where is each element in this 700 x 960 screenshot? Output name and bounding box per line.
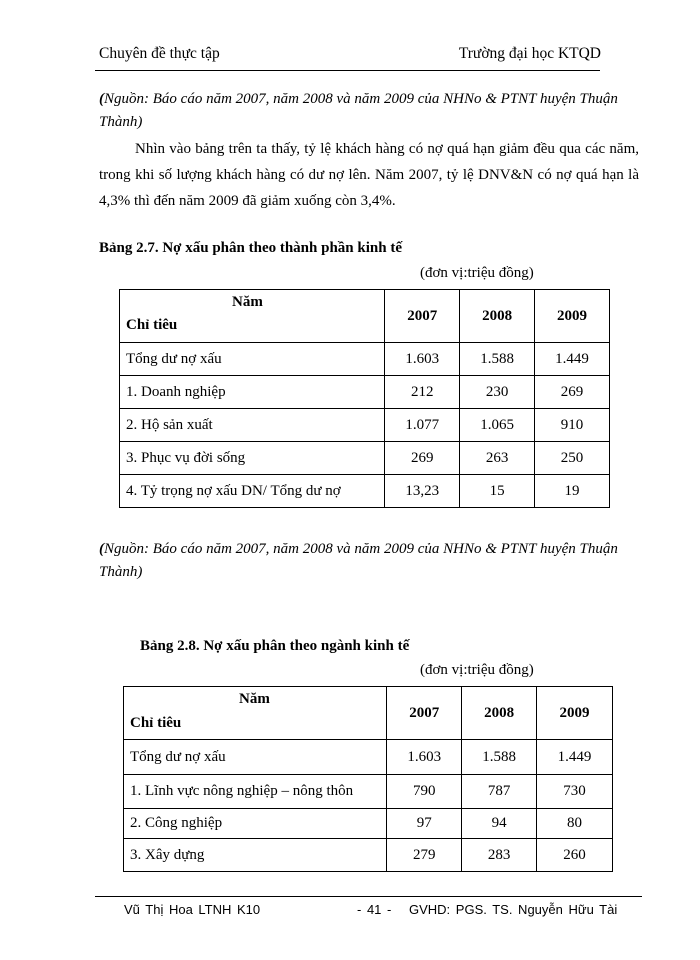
header-left: Chuyên đề thực tập bbox=[99, 45, 220, 62]
source-note-2-paren: ( bbox=[99, 541, 104, 557]
cell-2009: 80 bbox=[537, 809, 613, 839]
cell-2007: 269 bbox=[385, 442, 460, 475]
cell-2007: 13,23 bbox=[385, 475, 460, 508]
cell-2009: 250 bbox=[535, 442, 610, 475]
table-row bbox=[124, 809, 613, 839]
table-1-year-2007: 2007 bbox=[385, 290, 460, 343]
table-row bbox=[124, 775, 613, 809]
table-2-corner-year-label: Năm bbox=[239, 691, 270, 707]
cell-2007: 97 bbox=[387, 809, 462, 839]
cell-2007: 1.077 bbox=[385, 409, 460, 442]
table-2-header-row bbox=[124, 687, 613, 740]
cell-2007: 790 bbox=[387, 775, 462, 809]
cell-2008: 230 bbox=[460, 376, 535, 409]
row-label: 3. Phục vụ đời sống bbox=[120, 442, 385, 475]
body-paragraph: Nhìn vào bảng trên ta thấy, tỷ lệ khách hàng có nợ quá hạn giảm đều qua các năm, trong khi số lượng khách hàng có dư nợ lên. Năm 2007, tỷ lệ DNV&N có nợ quá hạn là 4,3% thì đến năm 2009 đã giảm xuống còn 3,4%. bbox=[99, 141, 639, 209]
table-row bbox=[120, 442, 610, 475]
table-1-title: Bảng 2.7. Nợ xấu phân theo thành phần kinh tế bbox=[99, 240, 402, 256]
table-2-year-2009: 2009 bbox=[537, 687, 613, 740]
source-note-1-paren: ( bbox=[99, 91, 104, 107]
table-2-unit: (đơn vị:triệu đồng) bbox=[420, 662, 534, 678]
table-1-header-row bbox=[120, 290, 610, 343]
cell-2008: 283 bbox=[462, 839, 537, 872]
cell-2008: 263 bbox=[460, 442, 535, 475]
row-label: Tổng dư nợ xấu bbox=[124, 740, 387, 775]
footer-advisor: GVHD: PGS. TS. Nguyễn Hữu Tài bbox=[409, 902, 618, 917]
cell-2008: 787 bbox=[462, 775, 537, 809]
table-1-year-2009: 2009 bbox=[535, 290, 610, 343]
cell-2008: 1.588 bbox=[460, 343, 535, 376]
table-row bbox=[124, 839, 613, 872]
table-2-corner-cell bbox=[124, 687, 387, 740]
row-label: 2. Công nghiệp bbox=[124, 809, 387, 839]
row-label: 1. Doanh nghiệp bbox=[120, 376, 385, 409]
table-2-year-2008: 2008 bbox=[462, 687, 537, 740]
cell-2007: 212 bbox=[385, 376, 460, 409]
row-label: Tổng dư nợ xấu bbox=[120, 343, 385, 376]
table-1-corner-cell bbox=[120, 290, 385, 343]
table-2-title: Bảng 2.8. Nợ xấu phân theo ngành kinh tế bbox=[140, 638, 410, 654]
table-row bbox=[120, 343, 610, 376]
cell-2008: 1.065 bbox=[460, 409, 535, 442]
cell-2008: 15 bbox=[460, 475, 535, 508]
table-1-corner-year-label: Năm bbox=[232, 294, 263, 310]
table-row bbox=[120, 409, 610, 442]
source-note-1 bbox=[99, 88, 619, 134]
cell-2009: 260 bbox=[537, 839, 613, 872]
cell-2009: 269 bbox=[535, 376, 610, 409]
footer-author: Vũ Thị Hoa LTNH K10 bbox=[124, 902, 261, 917]
header-rule bbox=[95, 70, 600, 71]
table-2 bbox=[123, 686, 613, 872]
table-row bbox=[120, 475, 610, 508]
cell-2007: 279 bbox=[387, 839, 462, 872]
cell-2009: 910 bbox=[535, 409, 610, 442]
table-2-year-2007: 2007 bbox=[387, 687, 462, 740]
footer-page-number: - 41 - bbox=[357, 902, 392, 917]
table-row bbox=[124, 740, 613, 775]
cell-2008: 94 bbox=[462, 809, 537, 839]
cell-2008: 1.588 bbox=[462, 740, 537, 775]
source-note-2-text: Nguồn: Báo cáo năm 2007, năm 2008 và năm 2009 của NHNo & PTNT huyện Thuận Thành) bbox=[99, 541, 618, 580]
footer-rule bbox=[95, 896, 642, 897]
table-1-corner-indicator-label: Chỉ tiêu bbox=[126, 317, 178, 333]
cell-2009: 1.449 bbox=[537, 740, 613, 775]
cell-2009: 730 bbox=[537, 775, 613, 809]
cell-2007: 1.603 bbox=[385, 343, 460, 376]
cell-2009: 1.449 bbox=[535, 343, 610, 376]
table-2-corner-indicator-label: Chỉ tiêu bbox=[130, 715, 182, 731]
source-note-2 bbox=[99, 538, 619, 584]
table-1-year-2008: 2008 bbox=[460, 290, 535, 343]
header-right: Trường đại học KTQD bbox=[458, 45, 601, 62]
source-note-1-text: Nguồn: Báo cáo năm 2007, năm 2008 và năm 2009 của NHNo & PTNT huyện Thuận Thành) bbox=[99, 91, 618, 130]
table-1-unit: (đơn vị:triệu đồng) bbox=[420, 265, 534, 281]
row-label: 3. Xây dựng bbox=[124, 839, 387, 872]
table-1 bbox=[119, 289, 610, 508]
row-label: 1. Lĩnh vực nông nghiệp – nông thôn bbox=[124, 775, 387, 809]
table-row bbox=[120, 376, 610, 409]
row-label: 2. Hộ sản xuất bbox=[120, 409, 385, 442]
cell-2009: 19 bbox=[535, 475, 610, 508]
row-label: 4. Tỷ trọng nợ xấu DN/ Tổng dư nợ bbox=[120, 475, 385, 508]
cell-2007: 1.603 bbox=[387, 740, 462, 775]
